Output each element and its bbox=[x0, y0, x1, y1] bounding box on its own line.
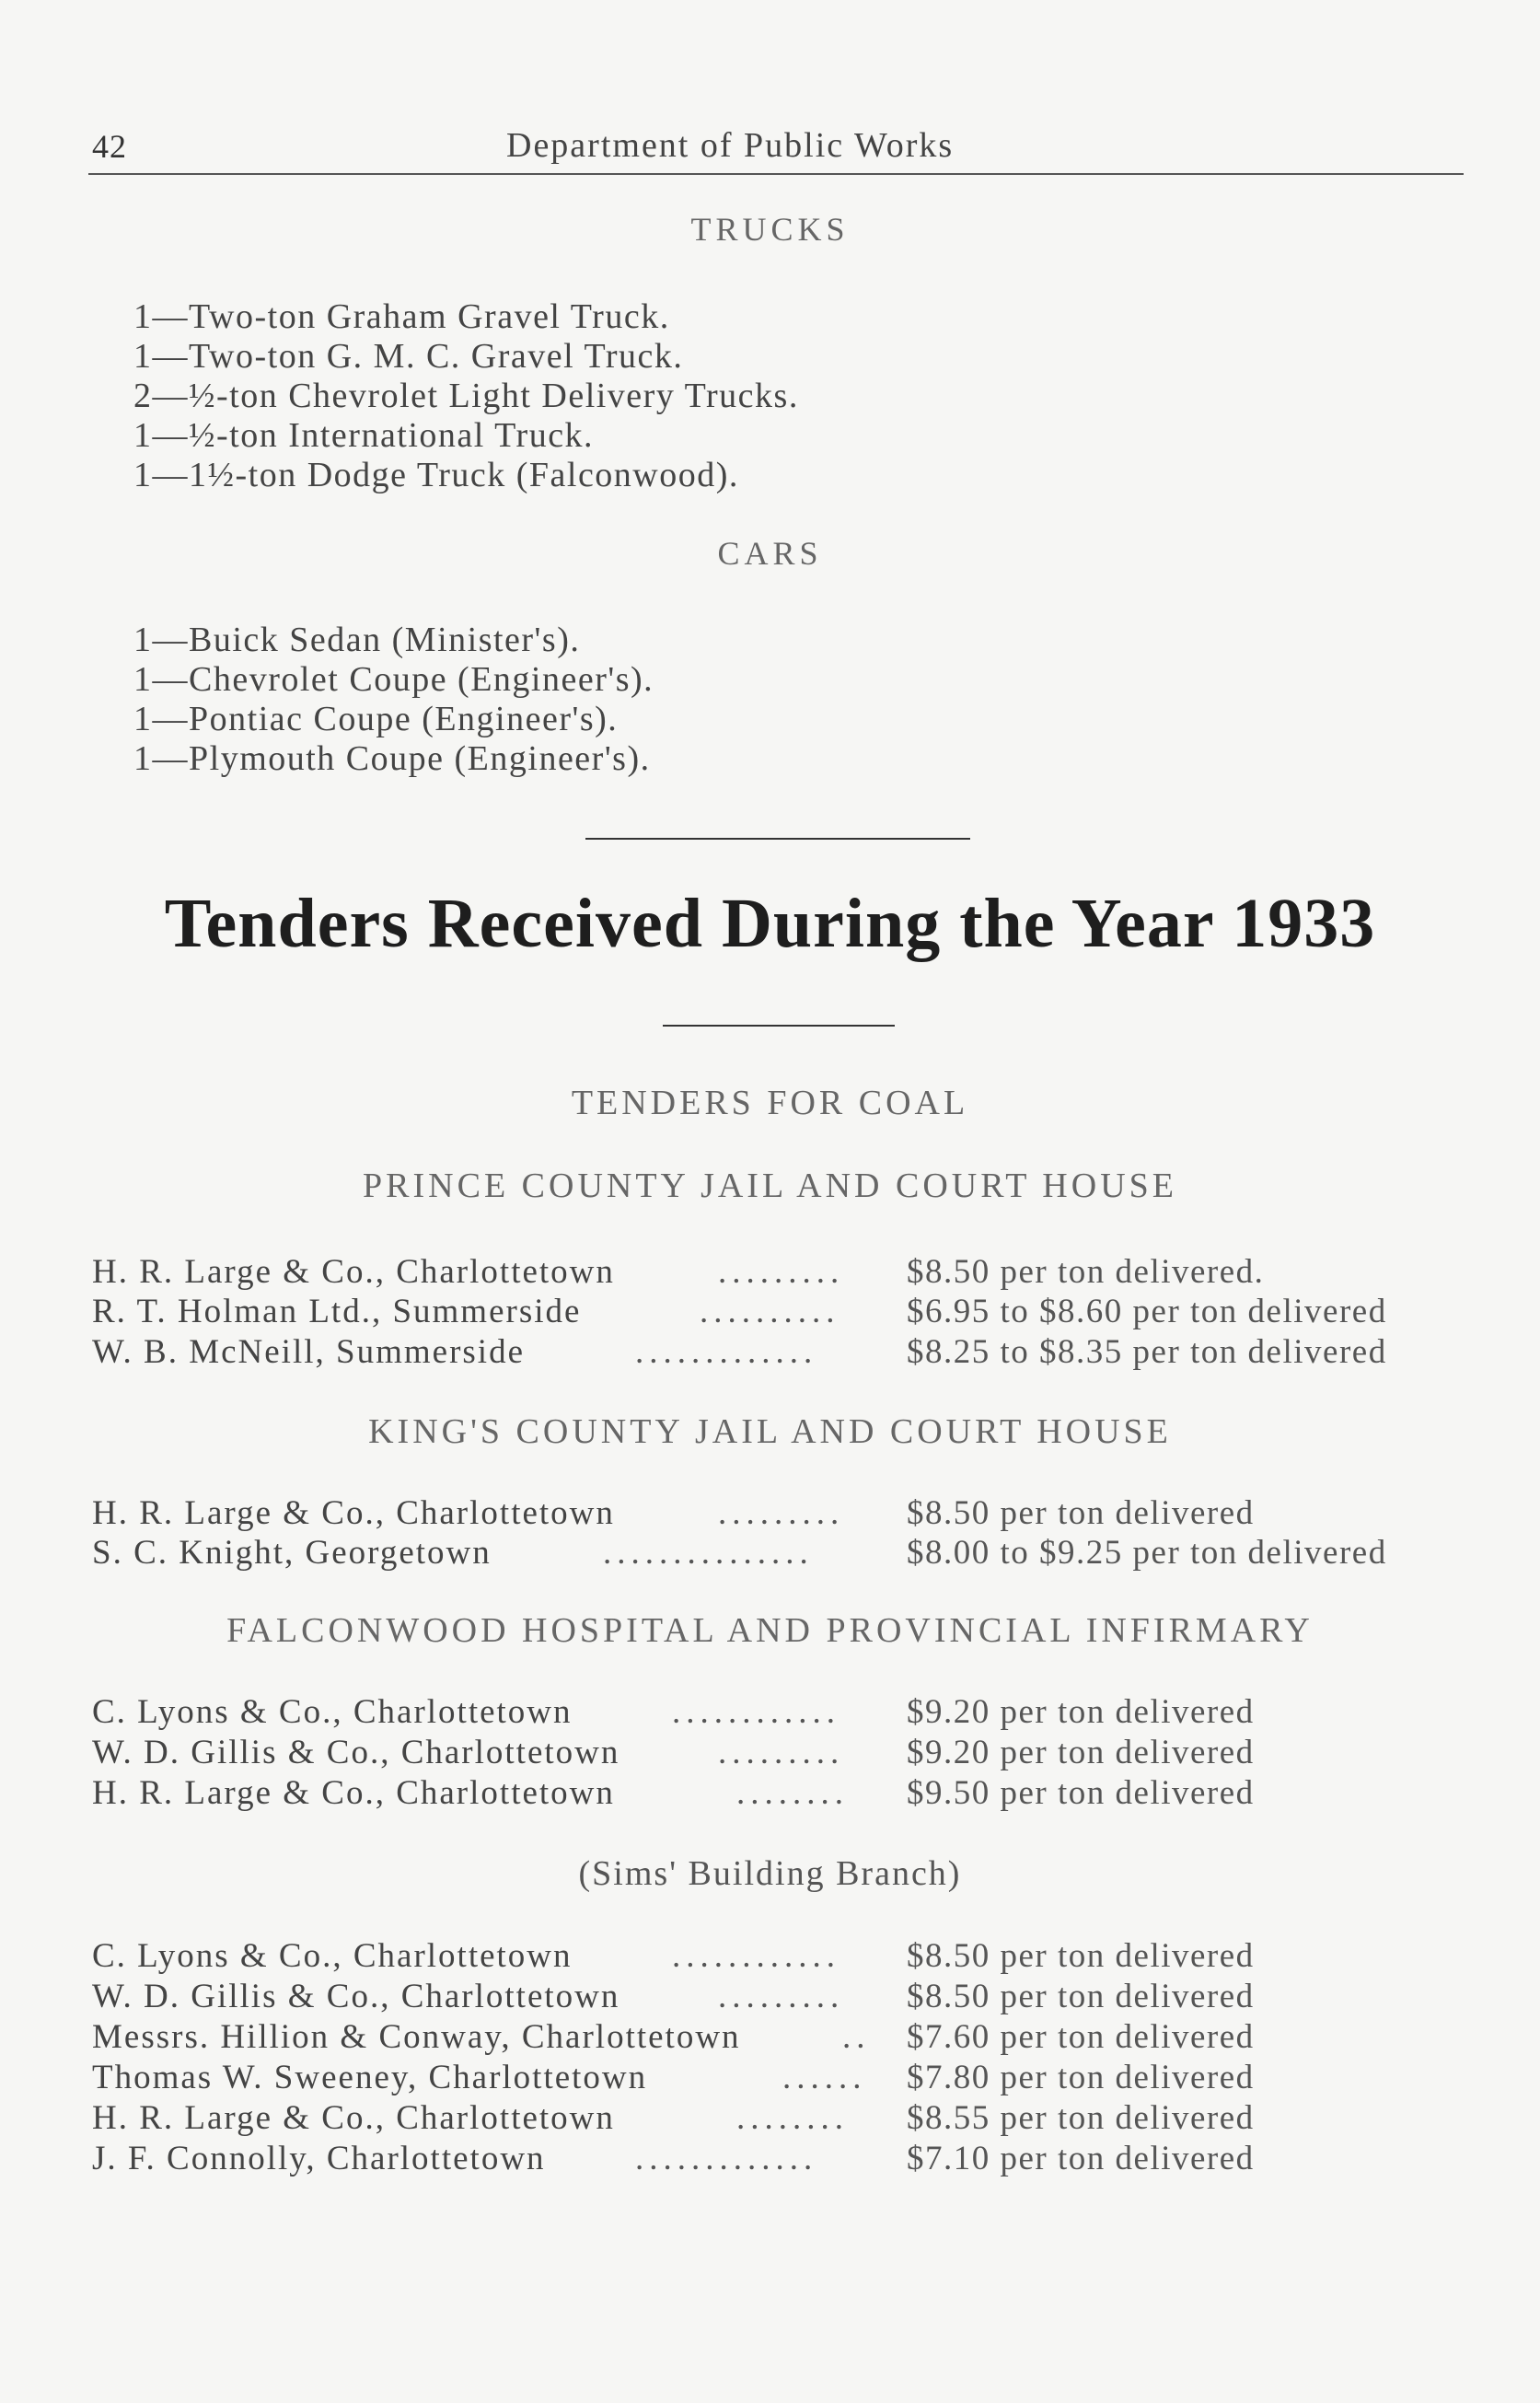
tender-price: $8.50 per ton delivered bbox=[907, 1937, 1255, 1975]
tender-price: $8.00 to $9.25 per ton delivered bbox=[907, 1534, 1387, 1572]
leader-dots: ......... bbox=[718, 1494, 845, 1532]
tender-name: W. D. Gillis & Co., Charlottetown bbox=[92, 1978, 620, 2015]
tender-name: H. R. Large & Co., Charlottetown bbox=[92, 1253, 615, 1291]
tender-row bbox=[92, 1493, 1473, 1534]
page-number: 42 bbox=[92, 128, 127, 165]
tender-row bbox=[92, 2017, 1473, 2058]
car-item: 1—Pontiac Coupe (Engineer's). bbox=[133, 700, 619, 738]
leader-dots: ........ bbox=[736, 2099, 849, 2137]
leader-dots: ......... bbox=[718, 1253, 845, 1291]
cars-heading: CARS bbox=[717, 535, 823, 572]
tender-name: W. B. McNeill, Summerside bbox=[92, 1333, 525, 1371]
tender-row bbox=[92, 1733, 1473, 1773]
truck-item: 1—Two-ton Graham Gravel Truck. bbox=[133, 297, 670, 336]
section-heading: KING'S COUNTY JAIL AND COURT HOUSE bbox=[368, 1412, 1172, 1451]
tender-price: $8.50 per ton delivered. bbox=[907, 1253, 1265, 1291]
leader-dots: ............. bbox=[635, 2140, 818, 2177]
tender-row bbox=[92, 1332, 1473, 1373]
tenders-heading: TENDERS FOR COAL bbox=[571, 1084, 969, 1122]
tender-name: W. D. Gillis & Co., Charlottetown bbox=[92, 1734, 620, 1771]
truck-item: 1—½-ton International Truck. bbox=[133, 416, 595, 455]
header-rule bbox=[88, 173, 1464, 175]
car-item: 1—Buick Sedan (Minister's). bbox=[133, 621, 581, 659]
tender-price: $8.50 per ton delivered bbox=[907, 1494, 1255, 1532]
leader-dots: .......... bbox=[700, 1293, 840, 1330]
car-item: 1—Chevrolet Coupe (Engineer's). bbox=[133, 660, 654, 699]
tender-price: $7.60 per ton delivered bbox=[907, 2018, 1255, 2056]
tender-name: C. Lyons & Co., Charlottetown bbox=[92, 1937, 573, 1975]
leader-dots: ......... bbox=[718, 1734, 845, 1771]
leader-dots: ............ bbox=[672, 1937, 840, 1975]
car-item: 1—Plymouth Coupe (Engineer's). bbox=[133, 739, 651, 778]
truck-item: 1—1½-ton Dodge Truck (Falconwood). bbox=[133, 456, 739, 494]
tender-price: $9.50 per ton delivered bbox=[907, 1774, 1255, 1812]
tender-row bbox=[92, 1977, 1473, 2017]
tender-price: $7.80 per ton delivered bbox=[907, 2059, 1255, 2096]
tender-price: $6.95 to $8.60 per ton delivered bbox=[907, 1293, 1387, 1330]
tender-price: $8.25 to $8.35 per ton delivered bbox=[907, 1333, 1387, 1371]
leader-dots: ............. bbox=[635, 1333, 818, 1371]
main-title: Tenders Received During the Year 1933 bbox=[164, 885, 1376, 962]
title-divider bbox=[663, 1025, 895, 1027]
truck-item: 2—½-ton Chevrolet Light Delivery Trucks. bbox=[133, 377, 799, 415]
tender-price: $9.20 per ton delivered bbox=[907, 1693, 1255, 1731]
leader-dots: ......... bbox=[718, 1978, 845, 2015]
tender-price: $9.20 per ton delivered bbox=[907, 1734, 1255, 1771]
tender-name: Messrs. Hillion & Conway, Charlottetown bbox=[92, 2018, 741, 2056]
tender-name: H. R. Large & Co., Charlottetown bbox=[92, 1494, 615, 1532]
leader-dots: .. bbox=[842, 2018, 871, 2056]
running-header-title: Department of Public Works bbox=[506, 126, 955, 165]
tender-row bbox=[92, 1252, 1473, 1293]
tender-row bbox=[92, 1692, 1473, 1733]
truck-item: 1—Two-ton G. M. C. Gravel Truck. bbox=[133, 337, 684, 376]
tender-name: C. Lyons & Co., Charlottetown bbox=[92, 1693, 573, 1731]
leader-dots: ...... bbox=[782, 2059, 867, 2096]
section-divider bbox=[585, 838, 970, 840]
trucks-heading: TRUCKS bbox=[690, 211, 850, 248]
tender-row bbox=[92, 1292, 1473, 1332]
leader-dots: ........ bbox=[736, 1774, 849, 1812]
tender-price: $8.55 per ton delivered bbox=[907, 2099, 1255, 2137]
tender-name: H. R. Large & Co., Charlottetown bbox=[92, 1774, 615, 1812]
tender-row bbox=[92, 2139, 1473, 2179]
leader-dots: ............... bbox=[603, 1534, 814, 1572]
tender-name: R. T. Holman Ltd., Summerside bbox=[92, 1293, 582, 1330]
tender-row bbox=[92, 1773, 1473, 1814]
section-heading: (Sims' Building Branch) bbox=[578, 1854, 962, 1893]
leader-dots: ............ bbox=[672, 1693, 840, 1731]
tender-row bbox=[92, 1936, 1473, 1977]
section-heading: FALCONWOOD HOSPITAL AND PROVINCIAL INFIRMARY bbox=[226, 1611, 1314, 1650]
tender-name: J. F. Connolly, Charlottetown bbox=[92, 2140, 546, 2177]
tender-name: S. C. Knight, Georgetown bbox=[92, 1534, 492, 1572]
tender-price: $7.10 per ton delivered bbox=[907, 2140, 1255, 2177]
tender-price: $8.50 per ton delivered bbox=[907, 1978, 1255, 2015]
tender-row bbox=[92, 2098, 1473, 2139]
tender-row bbox=[92, 1533, 1473, 1573]
tender-name: H. R. Large & Co., Charlottetown bbox=[92, 2099, 615, 2137]
section-heading: PRINCE COUNTY JAIL AND COURT HOUSE bbox=[363, 1167, 1177, 1205]
tender-name: Thomas W. Sweeney, Charlottetown bbox=[92, 2059, 648, 2096]
tender-row bbox=[92, 2058, 1473, 2098]
